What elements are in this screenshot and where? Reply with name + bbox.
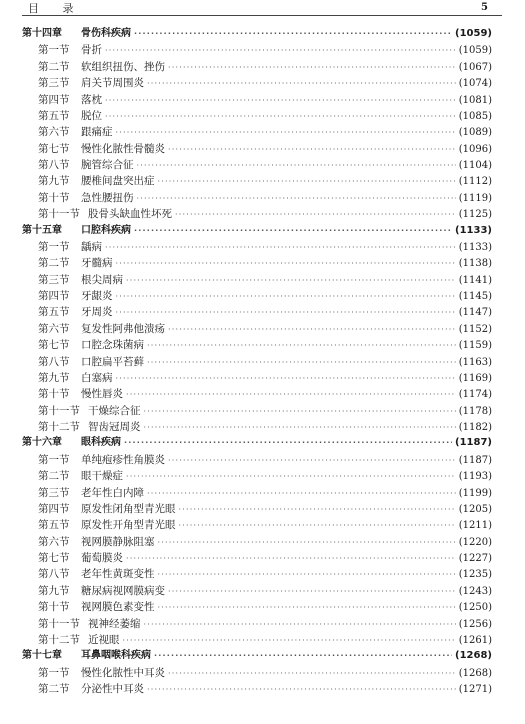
toc-section-row	[22, 501, 492, 517]
toc-entry-title: 慢性化脓性中耳炎	[81, 666, 165, 679]
dot-leader	[179, 518, 456, 534]
toc-entry-title: 脱位	[81, 109, 102, 122]
dot-leader	[137, 191, 456, 207]
toc-section-row	[22, 681, 492, 697]
toc-entry-label: 第九节	[38, 584, 70, 597]
toc-entry-title: 视神经萎缩	[88, 617, 141, 630]
toc-entry-page: (1081)	[458, 94, 492, 106]
toc-entry-page: (1256)	[458, 618, 492, 630]
toc-entry-title: 落枕	[81, 93, 102, 106]
dot-leader	[158, 567, 456, 583]
toc-entry-page: (1268)	[458, 667, 492, 679]
toc-section-row	[22, 534, 492, 550]
toc-entry-title: 肩关节周围炎	[81, 77, 144, 90]
toc-entry-label: 第四节	[38, 93, 70, 106]
toc-entry-page: (1220)	[458, 536, 492, 548]
toc-entry-title: 软组织扭伤、挫伤	[81, 60, 165, 73]
toc-entry-title: 老年性黄斑变性	[81, 568, 155, 581]
toc-section-row	[22, 370, 492, 386]
toc-entry-page: (1235)	[458, 569, 492, 581]
dot-leader	[116, 256, 456, 272]
toc-entry-label: 第三节	[38, 77, 70, 90]
toc-section-row	[22, 665, 492, 681]
toc-entry-page: (1250)	[458, 602, 492, 614]
dot-leader	[147, 338, 456, 354]
toc-entry-page: (1187)	[455, 437, 492, 449]
toc-entry-title: 眼科疾病	[81, 437, 121, 449]
toc-entry-page: (1147)	[458, 307, 492, 319]
toc-section-row	[22, 485, 492, 501]
toc-entry-title: 牙髓病	[81, 257, 113, 270]
dot-leader	[144, 617, 456, 633]
dot-leader	[105, 93, 456, 109]
toc-section-row	[22, 354, 492, 370]
toc-entry-label: 第一节	[38, 44, 70, 57]
toc-entry-title: 老年性白内障	[81, 486, 144, 499]
page-header	[22, 0, 502, 16]
toc-entry-page: (1169)	[458, 372, 492, 384]
table-of-contents	[22, 26, 492, 697]
toc-entry-page: (1163)	[458, 356, 492, 368]
toc-entry-title: 根尖周病	[81, 273, 123, 286]
toc-section-row	[22, 272, 492, 288]
dot-leader	[126, 387, 456, 403]
toc-section-row	[22, 517, 492, 533]
toc-entry-title: 牙龈炎	[81, 290, 113, 302]
toc-entry-label: 第六节	[38, 322, 70, 335]
dot-leader	[126, 469, 456, 485]
toc-entry-label: 第八节	[38, 159, 70, 171]
toc-entry-title: 口腔念珠菌病	[81, 339, 144, 352]
toc-entry-page: (1089)	[458, 127, 492, 139]
toc-entry-title: 口腔科疾病	[81, 224, 131, 236]
toc-section-row	[22, 304, 492, 320]
toc-section-row	[22, 42, 492, 58]
dot-leader	[147, 76, 456, 92]
toc-section-row	[22, 92, 492, 108]
toc-entry-label: 第九节	[38, 371, 70, 384]
toc-section-row	[22, 157, 492, 173]
toc-entry-page: (1141)	[458, 274, 492, 286]
toc-entry-title: 骨折	[81, 44, 102, 57]
dot-leader	[137, 158, 456, 174]
toc-section-row	[22, 108, 492, 124]
dot-leader	[147, 486, 456, 502]
header-divider	[22, 15, 502, 16]
toc-entry-label: 第十节	[38, 601, 70, 614]
toc-entry-page: (1133)	[455, 224, 492, 236]
toc-entry-label: 第十六章	[22, 437, 62, 449]
dot-leader	[147, 682, 456, 698]
dot-leader	[147, 355, 456, 371]
dot-leader	[158, 535, 456, 551]
toc-section-row	[22, 255, 492, 271]
toc-entry-page: (1205)	[458, 503, 492, 515]
toc-entry-page: (1085)	[458, 110, 492, 122]
toc-entry-title: 复发性阿弗他溃疡	[81, 322, 165, 335]
toc-entry-page: (1243)	[458, 585, 492, 597]
toc-section-row	[22, 75, 492, 91]
toc-entry-label: 第十四章	[22, 28, 62, 39]
dot-leader	[105, 240, 456, 256]
toc-entry-page: (1104)	[458, 160, 492, 171]
dot-leader	[105, 109, 456, 125]
toc-entry-title: 视网膜静脉阻塞	[81, 535, 155, 548]
toc-entry-title: 原发性开角型青光眼	[81, 519, 176, 532]
toc-entry-title: 智齿冠周炎	[88, 421, 141, 433]
toc-entry-title: 股骨头缺血性坏死	[88, 208, 172, 221]
dot-leader	[126, 273, 456, 289]
dot-leader	[158, 600, 456, 616]
toc-section-row	[22, 337, 492, 353]
dot-leader	[168, 60, 456, 76]
dot-leader	[154, 648, 452, 664]
toc-entry-title: 腕管综合征	[81, 159, 134, 171]
toc-entry-label: 第七节	[38, 339, 70, 352]
dot-leader	[126, 551, 456, 567]
toc-section-row	[22, 239, 492, 255]
toc-entry-page: (1138)	[458, 258, 492, 270]
toc-entry-page: (1261)	[458, 634, 492, 646]
toc-entry-title: 口腔扁平苔藓	[81, 355, 144, 368]
toc-entry-label: 第二节	[38, 470, 70, 483]
toc-entry-label: 第七节	[38, 142, 70, 155]
toc-entry-label: 第五节	[38, 519, 70, 532]
toc-entry-page: (1133)	[458, 241, 492, 253]
toc-chapter-row	[22, 26, 492, 42]
toc-entry-title: 慢性唇炎	[81, 388, 123, 401]
toc-entry-title: 慢性化脓性骨髓炎	[81, 142, 165, 155]
dot-leader	[116, 125, 456, 141]
dot-leader	[123, 633, 456, 649]
toc-entry-label: 第十一节	[38, 208, 80, 221]
toc-entry-label: 第五节	[38, 109, 70, 122]
toc-entry-page: (1145)	[458, 291, 492, 302]
toc-entry-label: 第四节	[38, 502, 70, 515]
toc-entry-label: 第七节	[38, 552, 70, 564]
toc-entry-page: (1174)	[458, 389, 492, 401]
toc-chapter-row	[22, 435, 492, 451]
toc-section-row	[22, 403, 492, 419]
toc-entry-page: (1199)	[458, 487, 492, 499]
toc-entry-label: 第十节	[38, 191, 70, 204]
toc-entry-label: 第九节	[38, 175, 70, 188]
dot-leader	[168, 142, 456, 158]
dot-leader	[168, 322, 456, 338]
toc-entry-page: (1268)	[455, 650, 492, 662]
toc-entry-page: (1067)	[458, 61, 492, 73]
dot-leader	[144, 420, 456, 436]
toc-entry-label: 第三节	[38, 486, 70, 499]
toc-entry-label: 第十二节	[38, 421, 80, 433]
dot-leader	[134, 26, 452, 42]
toc-section-row	[22, 288, 492, 304]
toc-entry-title: 眼干燥症	[81, 470, 123, 483]
toc-entry-label: 第二节	[38, 257, 70, 270]
toc-entry-title: 腰椎间盘突出症	[81, 175, 155, 188]
dot-leader	[134, 223, 452, 239]
dot-leader	[144, 404, 456, 420]
toc-entry-label: 第一节	[38, 453, 70, 466]
toc-entry-title: 糖尿病视网膜病变	[81, 584, 165, 597]
toc-entry-page: (1125)	[458, 209, 492, 221]
toc-entry-page: (1178)	[458, 405, 492, 417]
toc-chapter-row	[22, 648, 492, 664]
dot-leader	[116, 305, 456, 321]
toc-entry-label: 第二节	[38, 60, 70, 73]
toc-entry-title: 视网膜色素变性	[81, 601, 155, 614]
toc-entry-page: (1152)	[458, 323, 492, 335]
dot-leader	[105, 43, 456, 59]
toc-section-row	[22, 616, 492, 632]
toc-section-row	[22, 452, 492, 468]
toc-entry-label: 第十七章	[22, 650, 62, 662]
toc-entry-label: 第十五章	[22, 224, 62, 236]
toc-section-row	[22, 206, 492, 222]
toc-section-row	[22, 419, 492, 435]
dot-leader	[116, 371, 456, 387]
toc-entry-page: (1059)	[458, 45, 492, 57]
toc-entry-page: (1059)	[455, 28, 492, 39]
toc-section-row	[22, 124, 492, 140]
toc-entry-page: (1187)	[458, 454, 492, 466]
toc-section-row	[22, 632, 492, 648]
dot-leader	[168, 666, 456, 682]
dot-leader	[168, 453, 456, 469]
toc-entry-title: 牙周炎	[81, 306, 113, 319]
toc-entry-label: 第十节	[38, 388, 70, 401]
toc-entry-label: 第八节	[38, 355, 70, 368]
toc-section-row	[22, 173, 492, 189]
toc-entry-title: 原发性闭角型青光眼	[81, 502, 176, 515]
toc-entry-title: 葡萄膜炎	[81, 552, 123, 564]
toc-entry-label: 第八节	[38, 568, 70, 581]
dot-leader	[168, 584, 456, 600]
toc-entry-page: (1159)	[458, 340, 492, 352]
toc-section-row	[22, 190, 492, 206]
dot-leader	[175, 207, 456, 223]
toc-entry-title: 龋病	[81, 240, 102, 253]
toc-section-row	[22, 550, 492, 566]
toc-entry-title: 耳鼻咽喉科疾病	[81, 650, 151, 662]
toc-section-row	[22, 583, 492, 599]
toc-entry-label: 第六节	[38, 535, 70, 548]
toc-entry-label: 第一节	[38, 666, 70, 679]
toc-entry-page: (1112)	[458, 176, 492, 188]
toc-entry-label: 第二节	[38, 683, 70, 695]
toc-entry-page: (1119)	[458, 192, 492, 204]
toc-entry-title: 骨伤科疾病	[81, 28, 131, 39]
toc-section-row	[22, 566, 492, 582]
toc-entry-title: 跟痛症	[81, 126, 113, 139]
toc-entry-page: (1211)	[458, 520, 492, 532]
toc-section-row	[22, 599, 492, 615]
toc-entry-title: 分泌性中耳炎	[81, 683, 144, 695]
dot-leader	[116, 289, 456, 305]
dot-leader	[158, 174, 456, 190]
toc-entry-label: 第六节	[38, 126, 70, 139]
toc-entry-title: 近视眼	[88, 633, 120, 646]
toc-entry-page: (1193)	[458, 471, 492, 483]
toc-section-row	[22, 59, 492, 75]
toc-entry-title: 急性腰扭伤	[81, 191, 134, 204]
toc-section-row	[22, 321, 492, 337]
toc-chapter-row	[22, 223, 492, 239]
toc-entry-title: 单纯疱疹性角膜炎	[81, 453, 165, 466]
toc-entry-label: 第三节	[38, 273, 70, 286]
toc-entry-label: 第四节	[38, 290, 70, 302]
toc-entry-label: 第一节	[38, 240, 70, 253]
toc-entry-title: 白塞病	[81, 371, 113, 384]
toc-entry-label: 第十一节	[38, 617, 80, 630]
toc-entry-page: (1271)	[458, 684, 492, 695]
toc-section-row	[22, 141, 492, 157]
dot-leader	[179, 502, 456, 518]
toc-entry-page: (1096)	[458, 143, 492, 155]
toc-entry-page: (1074)	[458, 78, 492, 90]
dot-leader	[124, 435, 452, 451]
toc-section-row	[22, 386, 492, 402]
toc-entry-label: 第十二节	[38, 633, 80, 646]
toc-entry-page: (1227)	[458, 553, 492, 564]
toc-entry-title: 干燥综合征	[88, 404, 141, 417]
toc-entry-label: 第五节	[38, 306, 70, 319]
toc-entry-page: (1182)	[458, 422, 492, 433]
header-title: 目 录	[28, 2, 84, 15]
toc-section-row	[22, 468, 492, 484]
toc-entry-label: 第十一节	[38, 404, 80, 417]
header-page-number: 5	[481, 2, 488, 13]
